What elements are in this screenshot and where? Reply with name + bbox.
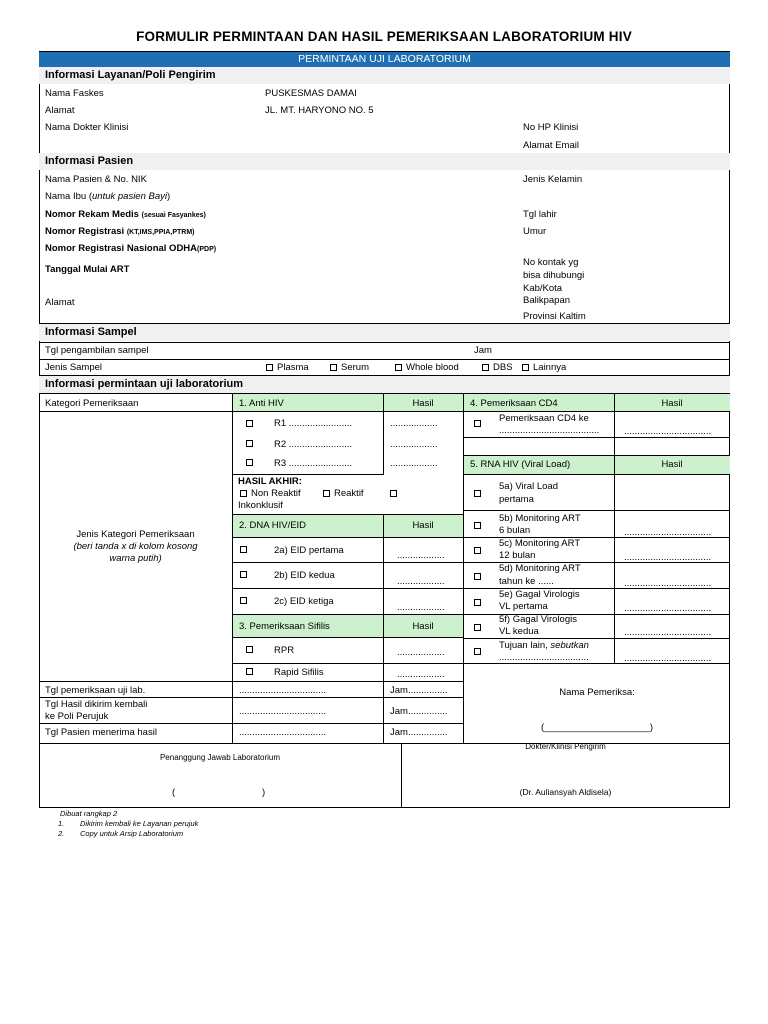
cd4-line1: Pemeriksaan CD4 ke bbox=[499, 413, 589, 424]
checkbox-icon[interactable] bbox=[482, 364, 489, 371]
form-title: FORMULIR PERMINTAAN DAN HASIL PEMERIKSAAN LABORATORIUM HIV bbox=[136, 29, 632, 44]
dna-hasil-header: Hasil bbox=[412, 520, 434, 531]
grid-line bbox=[39, 411, 232, 412]
checkbox-icon[interactable] bbox=[474, 522, 481, 529]
rpr-hasil: .................. bbox=[397, 647, 445, 658]
checkbox-icon[interactable] bbox=[474, 573, 481, 580]
option-whole-blood[interactable]: Whole blood bbox=[395, 362, 459, 373]
checkbox-icon[interactable] bbox=[246, 668, 253, 675]
nama-pasien-label: Nama Pasien & No. NIK bbox=[45, 174, 147, 185]
checkbox-icon[interactable] bbox=[474, 490, 481, 497]
option-reaktif[interactable]: Reaktif bbox=[323, 488, 364, 499]
section-permintaan: Informasi permintaan uji laboratorium bbox=[39, 376, 730, 393]
eid-kedua-hasil: .................. bbox=[397, 576, 445, 587]
cd4-hasil-header: Hasil bbox=[661, 398, 683, 409]
grid-line bbox=[464, 437, 730, 438]
checkbox-icon[interactable] bbox=[240, 546, 247, 553]
penanggung-jawab-label: Penanggung Jawab Laboratorium bbox=[159, 753, 281, 762]
pemeriksa-signature-line: (____________________) bbox=[541, 722, 653, 733]
section-pasien: Informasi Pasien bbox=[39, 153, 730, 170]
anti-hiv-r1: R1 ........................ bbox=[274, 418, 353, 429]
grid-line bbox=[464, 638, 730, 639]
vl-5e-line2: VL pertama bbox=[499, 601, 548, 612]
checkbox-icon[interactable] bbox=[246, 646, 253, 653]
alamat-faskes-value: JL. MT. HARYONO NO. 5 bbox=[265, 105, 374, 116]
rapid-sifilis-label: Rapid Sifilis bbox=[274, 667, 324, 678]
sifilis-header: 3. Pemeriksaan Sifilis bbox=[239, 621, 330, 632]
jenis-kategori-label: Jenis Kategori Pemeriksaan bbox=[76, 529, 195, 540]
penanggung-paren-close: ) bbox=[262, 787, 266, 798]
grid-line bbox=[232, 663, 463, 664]
dokter-klinisi-label: Nama Dokter Klinisi bbox=[45, 122, 129, 133]
checkbox-icon[interactable] bbox=[474, 599, 481, 606]
option-lainnya[interactable]: Lainnya bbox=[522, 362, 566, 373]
jam-sampel-label: Jam bbox=[474, 345, 492, 356]
checkbox-icon[interactable] bbox=[240, 571, 247, 578]
tgl-sampel-label: Tgl pengambilan sampel bbox=[45, 345, 149, 356]
grid-line bbox=[39, 723, 463, 724]
vl-5f-hasil: ................................. bbox=[624, 627, 712, 638]
section-band: PERMINTAAN UJI LABORATORIUM bbox=[39, 52, 730, 67]
footer-line-0: Dibuat rangkap 2 bbox=[60, 809, 118, 818]
rna-hasil-header: Hasil bbox=[661, 459, 683, 470]
dna-header: 2. DNA HIV/EID bbox=[239, 520, 307, 531]
rna-header: 5. RNA HIV (Viral Load) bbox=[470, 459, 571, 470]
kategori-label: Kategori Pemeriksaan bbox=[45, 398, 139, 409]
option-serum[interactable]: Serum bbox=[330, 362, 369, 373]
grid-line bbox=[232, 393, 233, 743]
tujuan-lain-line2: .................................. bbox=[499, 652, 589, 663]
vl-5c-line1: 5c) Monitoring ART bbox=[499, 538, 581, 549]
grid-line bbox=[39, 681, 463, 682]
vl-5a-line1: 5a) Viral Load bbox=[499, 481, 558, 492]
tgl-pasien-jam: Jam............... bbox=[390, 727, 448, 738]
tgl-pemeriksaan-label: Tgl pemeriksaan uji lab. bbox=[45, 685, 146, 696]
nama-pemeriksa-label: Nama Pemeriksa: bbox=[559, 687, 635, 698]
kab-label: Kab/Kota bbox=[523, 283, 563, 294]
odha-label: Nomor Registrasi Nasional ODHA(PDP) bbox=[45, 243, 217, 254]
kontak-label-2: bisa dihubungi bbox=[523, 270, 585, 281]
rapid-sifilis-hasil: .................. bbox=[397, 669, 445, 680]
vl-5e-hasil: ................................. bbox=[624, 603, 712, 614]
grid-line bbox=[232, 637, 463, 638]
checkbox-icon[interactable] bbox=[474, 547, 481, 554]
tgl-lahir-label: Tgl lahir bbox=[523, 209, 557, 220]
dokter-nama: (Dr. Auliansyah Aldisela) bbox=[519, 787, 612, 797]
instruksi-1: (beri tanda x di kolom kosong bbox=[73, 541, 198, 552]
checkbox-icon[interactable] bbox=[395, 364, 402, 371]
eid-pertama-hasil: .................. bbox=[397, 550, 445, 561]
tgl-hasil-jam: Jam............... bbox=[390, 706, 448, 717]
vl-5f-line2: VL kedua bbox=[499, 626, 539, 637]
anti-hiv-r2-hasil: .................. bbox=[390, 439, 438, 450]
checkbox-icon[interactable] bbox=[266, 364, 273, 371]
grid-line bbox=[464, 455, 730, 456]
anti-hiv-header: 1. Anti HIV bbox=[239, 398, 284, 409]
vl-5b-hasil: ................................. bbox=[624, 527, 712, 538]
eid-ketiga-hasil: .................. bbox=[397, 602, 445, 613]
tgl-hasil-value: ................................. bbox=[239, 706, 327, 717]
checkbox-icon[interactable] bbox=[390, 490, 397, 497]
checkbox-icon[interactable] bbox=[474, 624, 481, 631]
umur-label: Umur bbox=[523, 226, 547, 237]
provinsi-label: Provinsi Kaltim bbox=[523, 311, 586, 322]
tgl-pemeriksaan-jam: Jam............... bbox=[390, 685, 448, 696]
vl-5d-line2: tahun ke ...... bbox=[499, 576, 554, 587]
vl-5f-line1: 5f) Gagal Virologis bbox=[499, 614, 577, 625]
anti-hiv-r3: R3 ........................ bbox=[274, 458, 353, 469]
checkbox-icon[interactable] bbox=[240, 490, 247, 497]
footer-num-1: 1. bbox=[58, 819, 65, 828]
cd4-header: 4. Pemeriksaan CD4 bbox=[470, 398, 558, 409]
footer-line-1: Dikirim kembali ke Layanan perujuk bbox=[80, 819, 199, 828]
tgl-hasil-label-1: Tgl Hasil dikirim kembali bbox=[45, 699, 148, 710]
vl-5d-line1: 5d) Monitoring ART bbox=[499, 563, 581, 574]
grid-line bbox=[464, 510, 730, 511]
checkbox-icon[interactable] bbox=[522, 364, 529, 371]
anti-hiv-r2: R2 ........................ bbox=[274, 439, 353, 450]
instruksi-2: warna putih) bbox=[109, 553, 162, 564]
checkbox-icon[interactable] bbox=[323, 490, 330, 497]
checkbox-icon[interactable] bbox=[246, 440, 253, 447]
vl-5d-hasil: ................................. bbox=[624, 578, 712, 589]
grid-line bbox=[232, 474, 383, 475]
footer-num-2: 2. bbox=[58, 829, 65, 838]
tgl-pasien-label: Tgl Pasien menerima hasil bbox=[45, 727, 157, 738]
vl-5a-line2: pertama bbox=[499, 494, 534, 505]
eid-ketiga: 2c) EID ketiga bbox=[274, 596, 334, 607]
tgl-pasien-value: ................................. bbox=[239, 727, 327, 738]
vl-5c-line2: 12 bulan bbox=[499, 550, 536, 561]
cd4-hasil: ................................. bbox=[624, 426, 712, 437]
section-layanan: Informasi Layanan/Poli Pengirim bbox=[39, 67, 730, 84]
penanggung-paren-open: ( bbox=[172, 787, 176, 798]
vl-5b-line2: 6 bulan bbox=[499, 525, 531, 536]
nama-faskes-label: Nama Faskes bbox=[45, 88, 104, 99]
nama-ibu-label: Nama Ibu (untuk pasien Bayi) bbox=[45, 191, 171, 202]
anti-hiv-r3-hasil: .................. bbox=[390, 458, 438, 469]
vl-5b-line1: 5b) Monitoring ART bbox=[499, 513, 581, 524]
cd4-line2: ...................................... bbox=[499, 425, 600, 436]
anti-hiv-r1-hasil: .................. bbox=[390, 418, 438, 429]
tujuan-lain-line1: Tujuan lain, sebutkan bbox=[499, 640, 589, 651]
grid-line bbox=[464, 474, 730, 475]
eid-pertama: 2a) EID pertama bbox=[274, 545, 344, 556]
checkbox-icon[interactable] bbox=[330, 364, 337, 371]
checkbox-icon[interactable] bbox=[246, 459, 253, 466]
eid-kedua: 2b) EID kedua bbox=[274, 570, 335, 581]
tgl-pemeriksaan-value: ................................. bbox=[239, 685, 327, 696]
kab-value: Balikpapan bbox=[523, 295, 571, 306]
checkbox-icon[interactable] bbox=[474, 420, 481, 427]
tgl-mulai-art-label: Tanggal Mulai ART bbox=[45, 264, 130, 275]
option-plasma[interactable]: Plasma bbox=[266, 362, 309, 373]
grid-line bbox=[232, 514, 463, 515]
email-label: Alamat Email bbox=[523, 140, 579, 151]
alamat-pasien-label: Alamat bbox=[45, 297, 75, 308]
grid-line bbox=[232, 588, 463, 589]
divider bbox=[39, 359, 730, 360]
footer-line-2: Copy untuk Arsip Laboratorium bbox=[80, 829, 184, 838]
jenis-sampel-label: Jenis Sampel bbox=[45, 362, 103, 373]
section-sampel: Informasi Sampel bbox=[39, 324, 730, 341]
nama-faskes-value: PUSKESMAS DAMAI bbox=[265, 88, 357, 99]
hasil-akhir-label: HASIL AKHIR: bbox=[238, 476, 302, 487]
grid-line bbox=[401, 743, 402, 808]
option-non-reaktif[interactable]: Non Reaktif bbox=[240, 488, 301, 499]
checkbox-icon[interactable] bbox=[246, 420, 253, 427]
divider bbox=[39, 342, 730, 343]
anti-hiv-hasil-header: Hasil bbox=[412, 398, 434, 409]
checkbox-icon[interactable] bbox=[240, 597, 247, 604]
grid-line bbox=[232, 562, 463, 563]
jenis-kelamin-label: Jenis Kelamin bbox=[523, 174, 583, 185]
vl-5c-hasil: ................................. bbox=[624, 552, 712, 563]
hp-klinisi-label: No HP Klinisi bbox=[523, 122, 579, 133]
tujuan-lain-hasil: ................................. bbox=[624, 653, 712, 664]
alamat-faskes-label: Alamat bbox=[45, 105, 75, 116]
grid-line bbox=[232, 411, 730, 412]
sifilis-hasil-header: Hasil bbox=[412, 621, 434, 632]
grid-line bbox=[39, 697, 463, 698]
dokter-pengirim-label: Dokter/Klinisi Pengirim bbox=[525, 742, 606, 751]
rpr-label: RPR bbox=[274, 645, 295, 656]
checkbox-icon[interactable] bbox=[474, 648, 481, 655]
kontak-label-1: No kontak yg bbox=[523, 257, 579, 268]
grid-line bbox=[232, 537, 463, 538]
grid-line bbox=[232, 614, 463, 615]
registrasi-label: Nomor Registrasi (KT,IMS,PPIA,PTRM) bbox=[45, 226, 195, 237]
option-inkonklusif: Inkonklusif bbox=[238, 500, 283, 511]
vl-5e-line1: 5e) Gagal Virologis bbox=[499, 589, 580, 600]
grid-line bbox=[614, 393, 615, 664]
option-dbs[interactable]: DBS bbox=[482, 362, 513, 373]
tgl-hasil-label-2: ke Poli Perujuk bbox=[45, 711, 109, 722]
rekam-medis-label: Nomor Rekam Medis (sesuai Fasyankes) bbox=[45, 209, 206, 220]
